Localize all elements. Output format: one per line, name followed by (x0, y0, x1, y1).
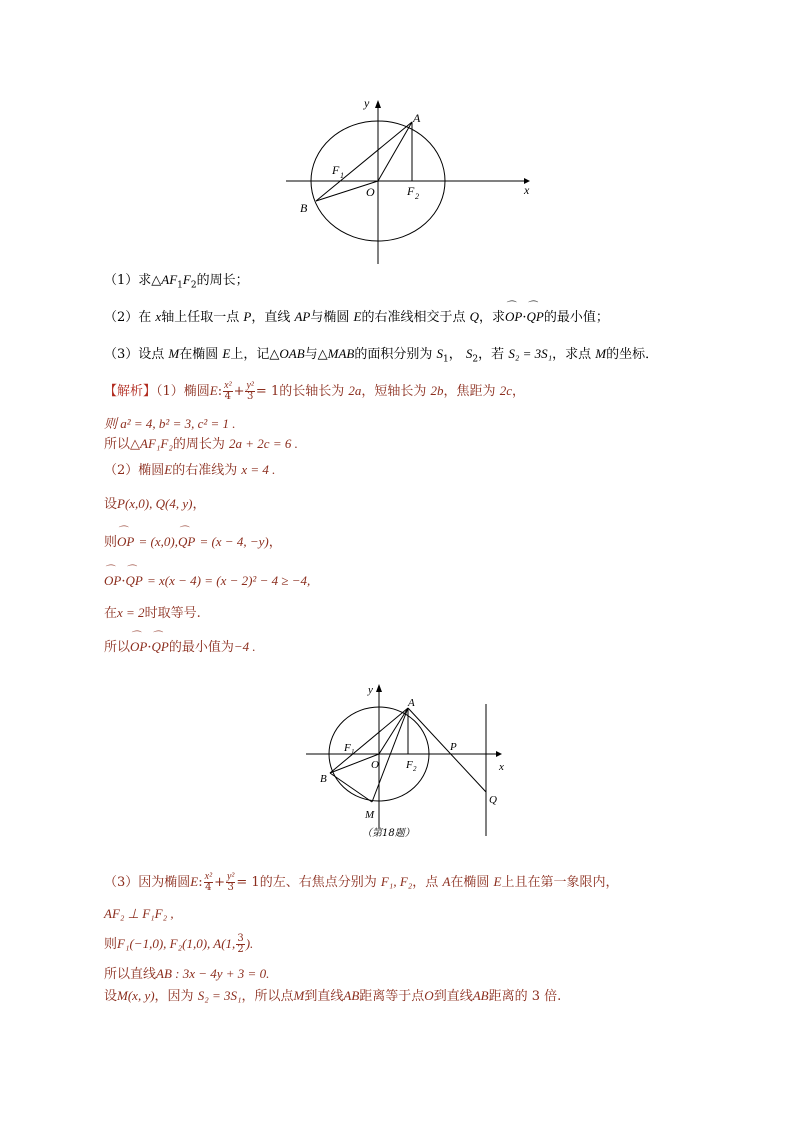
question-3: （3）设点 M在椭圆 E上，记△OAB与△MAB的面积分别为 $S_1$， $S_2$，若 S₂ = 3S₁，求点 M的坐标． (104, 346, 659, 365)
sol-l9f: −4 . (233, 639, 256, 654)
label-f2: F (407, 184, 415, 198)
q2-ap: AP (294, 309, 311, 324)
sol-l4b: 的右准线为 (172, 463, 238, 478)
figure-ellipse-1 (280, 92, 540, 267)
label-f2: F (406, 759, 413, 771)
sol3-l5f: 到直线 (304, 989, 344, 1004)
sol3-l1-colon: : (198, 875, 203, 890)
solution-tag: 【解析】 (104, 384, 157, 399)
sol-l9e: 的最小值为 (168, 640, 234, 655)
sol-l1e: E (209, 383, 218, 398)
frac-den: 4 (205, 882, 212, 893)
solution-line-4 (104, 461, 275, 480)
frac-num: y² (246, 380, 254, 391)
sol3-l1-a: A (442, 874, 451, 889)
q3-t3: 上，记△ (230, 347, 280, 362)
solution-line-9 (104, 638, 256, 657)
sol-l3d: 2a + 2c = 6 . (229, 436, 298, 451)
label-a: A (408, 697, 415, 709)
q3-t2: 在椭圆 (179, 347, 219, 362)
segment-ba (316, 122, 412, 201)
sol3-l1-e2: E (493, 874, 502, 889)
sol3-l4b: AB : 3x − 4y + 3 = 0. (156, 966, 270, 981)
q3-oab: OAB (279, 346, 305, 361)
sol3-l5b: M(x, y) (117, 988, 155, 1003)
sol-l3a: 所以△ (104, 437, 140, 452)
sol-l1e2: 2b (430, 383, 444, 398)
sol-l8c: 时取等号. (144, 606, 201, 621)
sol-l6e: = (x − 4, −y) (199, 534, 269, 549)
q3-m: M (168, 346, 180, 361)
sol-l1d: ，短轴长为 (361, 384, 427, 399)
frac-den: 3 (247, 391, 254, 402)
sol3-l1b: 的左、右焦点分别为 (259, 875, 377, 890)
sol3-l5a: 设 (104, 989, 118, 1004)
solution3-line-1 (104, 872, 619, 893)
q2-t4: 与椭圆 (310, 310, 350, 325)
label-f2-sub: 2 (415, 192, 419, 201)
sol3-l1f: 上且在第一象限内， (501, 875, 619, 890)
sol3-l1c: F₁, F₂ (380, 874, 413, 889)
frac-den: 3 (227, 882, 234, 893)
question-2 (104, 308, 609, 327)
solution-line-8 (104, 604, 201, 623)
sol3-l5ab: AB (343, 988, 360, 1003)
sol-l4e: E (164, 462, 173, 477)
label-f2-sub: 2 (413, 765, 417, 773)
q3-eq: S₂ = 3S₁ (508, 346, 553, 361)
q2-q: Q (469, 309, 480, 324)
q2-t5: 的右准线相交于点 (361, 310, 466, 325)
frac-x2-4 (223, 381, 232, 402)
label-b: B (320, 773, 327, 785)
solution3-line-5 (104, 987, 561, 1006)
q1-tri2: F (182, 272, 191, 287)
frac-y2-3 (245, 381, 254, 402)
y-axis-arrow (375, 100, 381, 108)
sol-l1c: 2a (348, 383, 362, 398)
label-q: Q (489, 794, 497, 806)
label-x: x (524, 183, 530, 197)
segment-aq (408, 708, 486, 792)
label-f1-sub: 1 (340, 171, 344, 180)
sol-l9c: · (147, 640, 152, 655)
q3-t8: ，求点 (552, 347, 592, 362)
label-f1: F (332, 163, 340, 177)
sol-l5a: 设 (104, 497, 118, 512)
q3-s2: S (465, 346, 473, 361)
sol-l2: 则 a² = 4, b² = 3, c² = 1 . (104, 416, 236, 431)
q1-prefix: （1）求△ (104, 273, 162, 288)
frac-x2-4 (204, 872, 213, 893)
q2-t1: （2）在 (104, 310, 152, 325)
sol-l1f: ，焦距为 (443, 384, 496, 399)
label-y: y (364, 96, 370, 110)
sol3-l5c: ，因为 (154, 989, 194, 1004)
sol-l4c: x = 4 . (241, 462, 276, 477)
sol3-l5d: S₂ = 3S₁ (197, 988, 242, 1003)
q2-dot: · (522, 310, 527, 325)
q3-mab: MAB (327, 346, 355, 361)
sol-l6f: ， (268, 535, 282, 550)
vec-op: ⌒ OP (117, 533, 134, 551)
vec-qp: ⌒ QP (152, 638, 169, 656)
q1-s2: 2 (190, 280, 197, 291)
q3-t7: ，若 (478, 347, 505, 362)
label-m: M (365, 809, 375, 821)
q2-op: ⌒ OP (505, 308, 522, 326)
sol3-l5ab2: AB (472, 988, 489, 1003)
sol3-l5e: ，所以点 (241, 989, 294, 1004)
figure-caption: （第18题） (362, 828, 415, 839)
frac-y2-3 (226, 872, 235, 893)
solution3-line-4 (104, 965, 269, 984)
figure-ellipse-2 (300, 678, 520, 843)
solution3-line-2 (104, 905, 174, 924)
frac-num: x² (204, 871, 213, 882)
q1-s1: 1 (177, 280, 183, 291)
q2-t7: 的最小值； (543, 310, 609, 325)
vec-qp: ⌒ QP (125, 572, 142, 590)
sol3-l5g: 距离等于点 (359, 989, 425, 1004)
vec-qp: ⌒ QP (178, 533, 195, 551)
q2-x: x (155, 309, 162, 324)
sol-l1g: 2c (499, 383, 512, 398)
sol3-l1d: ，点 (412, 875, 439, 890)
segment-bm (330, 773, 372, 802)
frac-3-2 (236, 934, 244, 955)
q3-m2: M (595, 346, 607, 361)
sol3-l5m: M (293, 988, 305, 1003)
solution3-line-3 (104, 934, 253, 955)
sol-l1a: （1）椭圆 (156, 384, 210, 399)
q2-p: P (243, 309, 252, 324)
sol-l5c: ， (192, 497, 206, 512)
q1-tri: AF (161, 272, 178, 287)
solution-line-3 (104, 435, 298, 454)
sol3-l5o: O (424, 988, 434, 1003)
label-b: B (300, 201, 308, 215)
sol-l1h: ， (511, 384, 525, 399)
frac-den: 4 (224, 391, 232, 402)
sol3-l4a: 所以直线 (104, 967, 157, 982)
vec-op: ⌒ OP (104, 572, 121, 590)
sol3-l1e: E (190, 874, 199, 889)
q3-t9: 的坐标． (606, 347, 659, 362)
frac-den: 2 (237, 944, 244, 955)
sol3-l3c: ). (245, 936, 254, 951)
label-x: x (499, 761, 504, 773)
q2-t6: ，求 (479, 310, 506, 325)
segment-ba (330, 708, 408, 773)
q3-t1: （3）设点 (104, 347, 165, 362)
label-f1-sub: 1 (351, 748, 355, 756)
segment-oa (378, 122, 412, 181)
sol-l8b: x = 2 (117, 605, 145, 620)
sol3-l3b: F₁(−1,0), F₂(1,0), A(1, (117, 936, 236, 951)
sol-l7d: = x(x − 4) = (x − 2)² − 4 ≥ −4, (146, 573, 311, 588)
sol-l6a: 则 (104, 535, 118, 550)
sol-l1-colon: : (217, 384, 223, 399)
sol-l1-eq: = 1 (255, 384, 280, 399)
q1-suffix: 的周长； (196, 273, 249, 288)
sol-l4a: （2）椭圆 (104, 463, 165, 478)
q3-s1: S (436, 346, 444, 361)
frac-num: 3 (237, 933, 244, 944)
solution-line-2 (104, 415, 236, 434)
solution-line-6 (104, 533, 282, 552)
sol-l1-plus: + (233, 384, 245, 399)
sol-l3b: AF₁F₂ (140, 436, 173, 451)
frac-num: y² (226, 871, 235, 882)
y-axis-arrow (376, 684, 382, 692)
q2-e: E (353, 309, 362, 324)
sol3-l1-eq: = 1 (236, 875, 260, 890)
q3-t4: 与△ (304, 347, 328, 362)
sol-l6c: = (x,0), (138, 534, 178, 549)
q2-qp: ⌒ QP (527, 308, 544, 326)
sol-l7b: · (121, 574, 126, 589)
sol3-l1-plus: + (214, 875, 225, 890)
q3-t6: ， (448, 347, 462, 362)
sol3-l1e2: 在椭圆 (450, 875, 490, 890)
solution-line-7 (104, 572, 310, 591)
sol3-l5i: 距离的 3 倍. (488, 989, 562, 1004)
q2-t2: 轴上任取一点 (161, 310, 240, 325)
sol3-l2: AF₂ ⊥ F₁F₂ , (104, 906, 174, 921)
label-y: y (368, 684, 373, 696)
label-o: O (366, 185, 375, 199)
sol-l5b: P(x,0), Q(4, y) (117, 496, 193, 511)
sol-l1b: 的长轴长为 (279, 384, 345, 399)
q2-t3: ，直线 (251, 310, 291, 325)
sol-l3c: 的周长为 (172, 437, 225, 452)
label-f1: F (344, 742, 351, 754)
sol3-l1a: （3）因为椭圆 (104, 875, 191, 890)
q3-t5: 的面积分别为 (354, 347, 433, 362)
sol-l8a: 在 (104, 606, 118, 621)
label-o: O (371, 759, 379, 771)
sol3-l3a: 则 (104, 937, 118, 952)
frac-num: x² (224, 380, 232, 391)
x-axis-arrow (496, 751, 502, 757)
label-p: P (450, 741, 457, 753)
label-a: A (413, 111, 421, 125)
sol3-l5h: 到直线 (433, 989, 473, 1004)
vec-op: ⌒ OP (130, 638, 147, 656)
question-1 (104, 271, 249, 295)
sol-l9a: 所以 (104, 640, 131, 655)
solution-line-1 (104, 381, 525, 402)
q3-e: E (222, 346, 231, 361)
solution-line-5 (104, 495, 205, 514)
